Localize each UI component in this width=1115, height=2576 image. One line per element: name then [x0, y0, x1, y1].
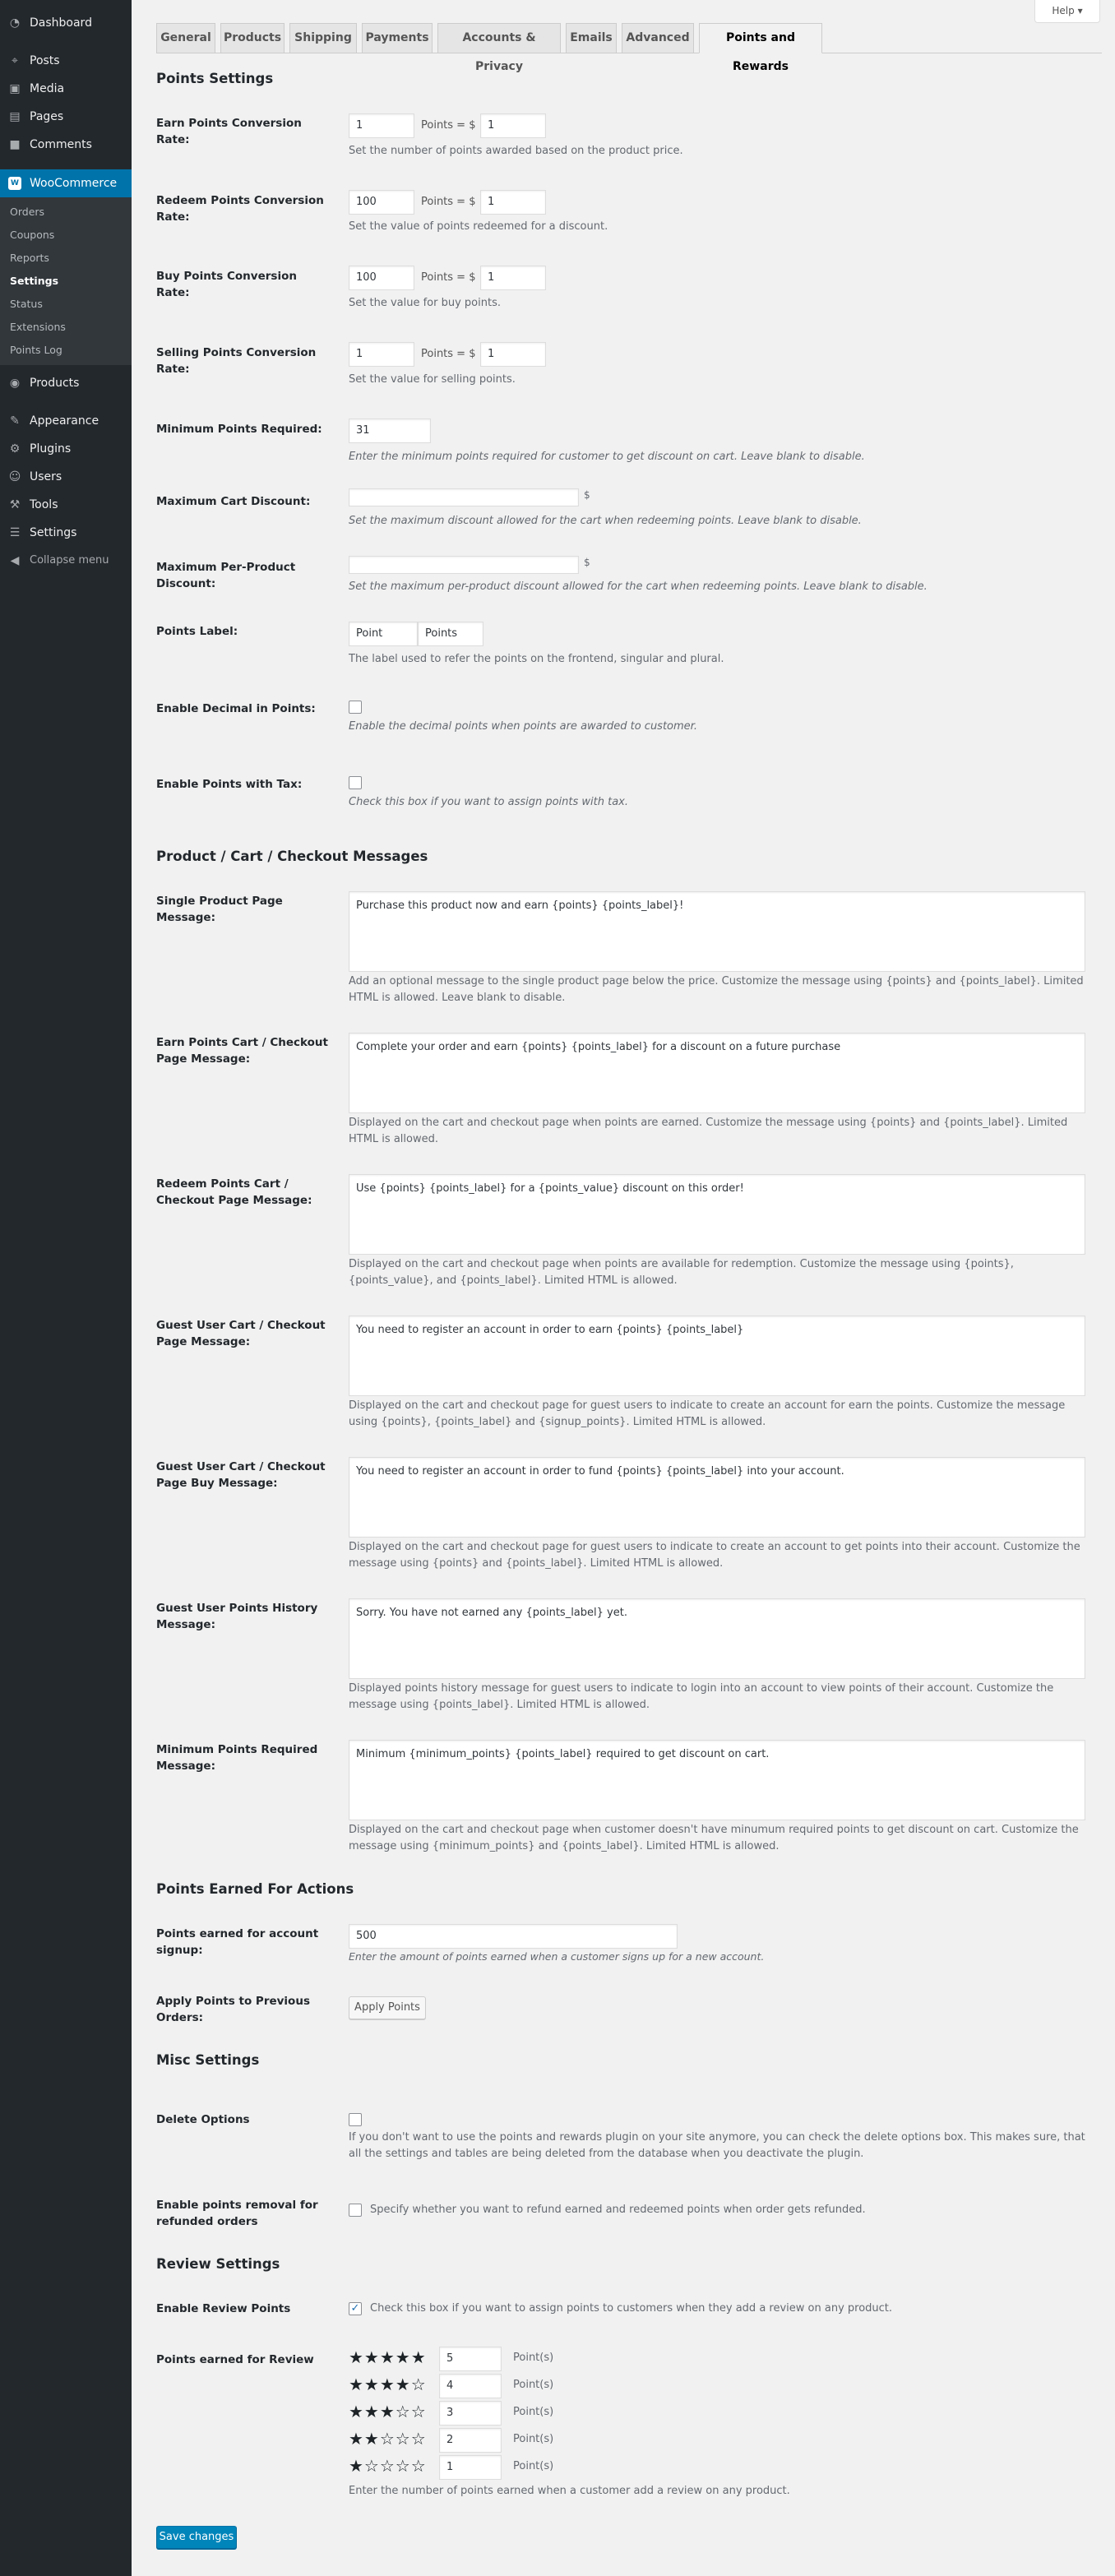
menu-settings[interactable]	[0, 523, 132, 543]
guest-buy-message-textarea[interactable]: You need to register an account in order to fund {points} {points_label} into your account.	[349, 1457, 1085, 1538]
single-message-textarea[interactable]: Purchase this product now and earn {points} {points_label}!	[349, 891, 1085, 972]
section-title-misc: Misc Settings	[156, 2052, 260, 2068]
buy-amount-input[interactable]: 1	[480, 266, 546, 290]
refund-label: Enable points removal for refunded orders	[156, 2199, 318, 2228]
enable-review-desc: Check this box if you want to assign points to customers when they add a review on any product.	[370, 2302, 893, 2315]
submenu-status[interactable]: Status	[10, 298, 43, 310]
menu-collapse[interactable]	[0, 551, 132, 571]
redeem-amount-input[interactable]: 1	[480, 190, 546, 215]
woo-icon: W	[8, 177, 21, 190]
max-cart-unit: $	[584, 489, 590, 501]
tools-icon: ⚒	[9, 498, 21, 511]
products-icon: ◉	[9, 377, 21, 390]
guest-cart-message-label: Guest User Cart / Checkout Page Message:	[156, 1319, 326, 1348]
points-label-label: Points Label:	[156, 625, 238, 638]
tab-accounts-privacy[interactable]: Accounts & Privacy	[437, 23, 561, 53]
menu-label: Plugins	[30, 442, 72, 456]
collapse-icon: ◀	[10, 554, 20, 567]
appearance-icon: ✎	[10, 414, 20, 428]
menu-label: Users	[30, 470, 62, 483]
tab-products[interactable]: Products	[220, 23, 285, 53]
decimal-checkbox[interactable]	[349, 701, 362, 714]
menu-label: Pages	[30, 110, 64, 123]
help-button[interactable]: Help ▾	[1034, 0, 1100, 23]
sell-rate-label: Selling Points Conversion Rate:	[156, 346, 317, 376]
review-3-points-input[interactable]: 3	[439, 2401, 502, 2426]
min-points-input[interactable]: 31	[349, 419, 431, 443]
tab-advanced[interactable]: Advanced	[622, 23, 694, 53]
signup-points-label: Points earned for account signup:	[156, 1927, 319, 1957]
min-required-message-desc: Displayed on the cart and checkout page when customer doesn't have minumum required points to get discount on cart. Customize the message using {minimum_points} and {points_label}. Limited HTML is allowed.	[349, 1824, 1079, 1852]
menu-plugins[interactable]	[0, 439, 132, 459]
section-title-messages: Product / Cart / Checkout Messages	[156, 849, 428, 864]
enable-review-label: Enable Review Points	[156, 2302, 291, 2315]
menu-label: Media	[30, 82, 65, 95]
points-label-desc: The label used to refer the points on the frontend, singular and plural.	[349, 653, 724, 665]
single-message-desc: Add an optional message to the single product page below the price. Customize the message using {points} and {points_label}. Limited HTML is allowed. Leave blank to disable.	[349, 975, 1084, 1004]
guest-cart-message-textarea[interactable]: You need to register an account in order to earn {points} {points_label}	[349, 1316, 1085, 1396]
menu-label: Settings	[30, 526, 77, 539]
min-points-desc: Enter the minimum points required for customer to get discount on cart. Leave blank to disable.	[349, 451, 865, 463]
menu-woocommerce[interactable]	[0, 169, 132, 197]
review-1-unit: Point(s)	[513, 2460, 554, 2472]
buy-points-input[interactable]: 100	[349, 266, 414, 290]
review-points-label: Points earned for Review	[156, 2353, 314, 2366]
earn-cart-message-textarea[interactable]: Complete your order and earn {points} {points_label} for a discount on a future purchase	[349, 1033, 1085, 1113]
earn-cart-message-desc: Displayed on the cart and checkout page when points are earned. Customize the message using {points} and {points_label}. Limited HTML is allowed.	[349, 1117, 1068, 1145]
media-icon: ▣	[9, 82, 21, 95]
menu-pages[interactable]	[0, 107, 132, 127]
admin-menu	[0, 0, 132, 2576]
review-4-points-input[interactable]: 4	[439, 2374, 502, 2398]
two-star-icon: ★★☆☆☆	[349, 2429, 427, 2449]
points-label-plural-input[interactable]: Points	[418, 622, 483, 646]
earn-cart-message-label: Earn Points Cart / Checkout Page Message:	[156, 1036, 328, 1066]
max-cart-desc: Set the maximum discount allowed for the cart when redeeming points. Leave blank to disable.	[349, 515, 862, 527]
plugins-icon: ⚙	[9, 442, 21, 456]
sell-rate-equals: Points = $	[421, 348, 476, 360]
users-icon: ☺	[8, 470, 21, 483]
guest-buy-message-label: Guest User Cart / Checkout Page Buy Message:	[156, 1460, 326, 1490]
tax-checkbox[interactable]	[349, 776, 362, 789]
comment-icon: ■	[9, 138, 21, 151]
guest-buy-message-desc: Displayed on the cart and checkout page for guest users to indicate to create an account to get points into their account. Customize the message using {points} and {points_label}. Limited HTML is allowed.	[349, 1541, 1080, 1570]
menu-label: Products	[30, 377, 80, 390]
menu-tools[interactable]	[0, 495, 132, 515]
pin-icon: ⌖	[12, 54, 18, 67]
signup-points-desc: Enter the amount of points earned when a customer signs up for a new account.	[349, 1950, 765, 1963]
max-cart-input[interactable]	[349, 488, 579, 506]
max-product-unit: $	[584, 557, 590, 568]
settings-icon: ☰	[9, 526, 21, 539]
enable-review-checkbox[interactable]: ✓	[349, 2302, 362, 2315]
section-title-review: Review Settings	[156, 2256, 280, 2272]
min-required-message-label: Minimum Points Required Message:	[156, 1743, 318, 1773]
earn-rate-label: Earn Points Conversion Rate:	[156, 117, 302, 146]
main-content	[132, 0, 1115, 2576]
menu-label: Comments	[30, 138, 92, 151]
guest-history-message-label: Guest User Points History Message:	[156, 1602, 318, 1631]
earn-rate-equals: Points = $	[421, 119, 476, 132]
dashboard-icon: ◔	[9, 16, 21, 30]
menu-posts[interactable]	[0, 51, 132, 71]
menu-label: Dashboard	[30, 16, 92, 30]
max-product-desc: Set the maximum per-product discount allowed for the cart when redeeming points. Leave blank to disable.	[349, 580, 928, 593]
sell-amount-input[interactable]: 1	[480, 342, 546, 367]
refund-checkbox[interactable]	[349, 2204, 362, 2217]
guest-history-message-desc: Displayed points history message for guest users to indicate to login into an account to view points of their account. Customize the message using {points_label}. Limited HTML is allowed.	[349, 1682, 1054, 1711]
apply-points-label: Apply Points to Previous Orders:	[156, 1995, 310, 2024]
delete-options-label: Delete Options	[156, 2113, 250, 2126]
review-2-unit: Point(s)	[513, 2433, 554, 2445]
page-icon: ▤	[9, 110, 21, 123]
section-title-actions: Points Earned For Actions	[156, 1881, 354, 1897]
earn-points-input[interactable]: 1	[349, 113, 414, 138]
redeem-rate-equals: Points = $	[421, 196, 476, 208]
review-5-points-input[interactable]: 5	[439, 2347, 502, 2371]
review-2-points-input[interactable]: 2	[439, 2428, 502, 2453]
section-title-points-settings: Points Settings	[156, 71, 274, 86]
tab-general[interactable]: General	[156, 23, 215, 53]
redeem-points-input[interactable]: 100	[349, 190, 414, 215]
redeem-cart-message-label: Redeem Points Cart / Checkout Page Message:	[156, 1177, 312, 1207]
submenu-orders[interactable]: Orders	[10, 206, 45, 218]
tab-payments[interactable]: Payments	[362, 23, 433, 53]
five-star-icon: ★★★★★	[349, 2347, 427, 2367]
menu-label: Posts	[30, 54, 60, 67]
three-star-icon: ★★★☆☆	[349, 2402, 427, 2421]
four-star-icon: ★★★★☆	[349, 2375, 427, 2394]
menu-label: WooCommerce	[30, 177, 118, 190]
menu-media[interactable]	[0, 79, 132, 99]
guest-history-message-textarea[interactable]: Sorry. You have not earned any {points_label} yet.	[349, 1598, 1085, 1679]
signup-points-input[interactable]: 500	[349, 1924, 678, 1949]
save-changes-button[interactable]: Save changes	[156, 2526, 237, 2549]
menu-label: Appearance	[30, 414, 99, 428]
decimal-desc: Enable the decimal points when points are awarded to customer.	[349, 720, 697, 733]
menu-dashboard[interactable]	[0, 13, 132, 33]
decimal-label: Enable Decimal in Points:	[156, 702, 316, 715]
review-3-unit: Point(s)	[513, 2406, 554, 2418]
max-product-input[interactable]	[349, 556, 579, 574]
submenu-coupons[interactable]: Coupons	[10, 229, 55, 241]
tax-desc: Check this box if you want to assign points with tax.	[349, 796, 629, 808]
buy-rate-equals: Points = $	[421, 271, 476, 284]
single-message-label: Single Product Page Message:	[156, 895, 283, 924]
buy-rate-label: Buy Points Conversion Rate:	[156, 270, 297, 299]
redeem-rate-label: Redeem Points Conversion Rate:	[156, 194, 324, 224]
redeem-cart-message-textarea[interactable]: Use {points} {points_label} for a {points_value} discount on this order!	[349, 1174, 1085, 1255]
refund-desc: Specify whether you want to refund earned and redeemed points when order gets refunded.	[370, 2204, 866, 2216]
sell-rate-desc: Set the value for selling points.	[349, 373, 516, 386]
review-4-unit: Point(s)	[513, 2379, 554, 2391]
buy-rate-desc: Set the value for buy points.	[349, 297, 501, 309]
tab-points-and-rewards[interactable]: Points and Rewards	[699, 23, 822, 53]
one-star-icon: ★☆☆☆☆	[349, 2456, 427, 2476]
earn-amount-input[interactable]: 1	[480, 113, 546, 138]
tax-label: Enable Points with Tax:	[156, 778, 303, 791]
delete-options-desc: If you don't want to use the points and rewards plugin on your site anymore, you can check the delete options box. This makes sure, that all the settings and tables are being deleted from the database when you deactivate the plugin.	[349, 2131, 1085, 2160]
min-points-label: Minimum Points Required:	[156, 423, 322, 436]
submenu-settings[interactable]: Settings	[10, 275, 59, 287]
guest-cart-message-desc: Displayed on the cart and checkout page for guest users to indicate to create an account for earn the points. Customize the message using {points}, {points_label} and {signup_points}. Limited HTML is allowed.	[349, 1399, 1066, 1428]
redeem-cart-message-desc: Displayed on the cart and checkout page when points are available for redemption. Customize the message using {points}, {points_value}, and {points_label}. Limited HTML is allowed.	[349, 1258, 1014, 1287]
woocommerce-submenu	[0, 197, 132, 365]
max-product-label: Maximum Per-Product Discount:	[156, 561, 296, 590]
submenu-points-log[interactable]: Points Log	[10, 344, 62, 356]
points-label-singular-input[interactable]: Point	[349, 622, 418, 646]
menu-label: Tools	[30, 498, 58, 511]
tab-emails[interactable]: Emails	[566, 23, 617, 53]
menu-comments[interactable]	[0, 135, 132, 155]
menu-appearance[interactable]	[0, 411, 132, 431]
submenu-extensions[interactable]: Extensions	[10, 321, 66, 333]
redeem-rate-desc: Set the value of points redeemed for a discount.	[349, 220, 608, 233]
tab-shipping[interactable]: Shipping	[289, 23, 357, 53]
submenu-reports[interactable]: Reports	[10, 252, 49, 264]
apply-points-button[interactable]: Apply Points	[349, 1996, 426, 2019]
earn-rate-desc: Set the number of points awarded based on the product price.	[349, 145, 683, 157]
menu-label: Collapse menu	[30, 554, 109, 567]
review-points-desc: Enter the number of points earned when a customer add a review on any product.	[349, 2485, 790, 2497]
settings-tabs	[156, 23, 1102, 73]
menu-products[interactable]	[0, 373, 132, 393]
review-1-points-input[interactable]: 1	[439, 2455, 502, 2480]
min-required-message-textarea[interactable]: Minimum {minimum_points} {points_label} required to get discount on cart.	[349, 1740, 1085, 1820]
sell-points-input[interactable]: 1	[349, 342, 414, 367]
menu-users[interactable]	[0, 467, 132, 487]
review-5-unit: Point(s)	[513, 2352, 554, 2364]
delete-options-checkbox[interactable]	[349, 2113, 362, 2126]
max-cart-label: Maximum Cart Discount:	[156, 495, 311, 508]
